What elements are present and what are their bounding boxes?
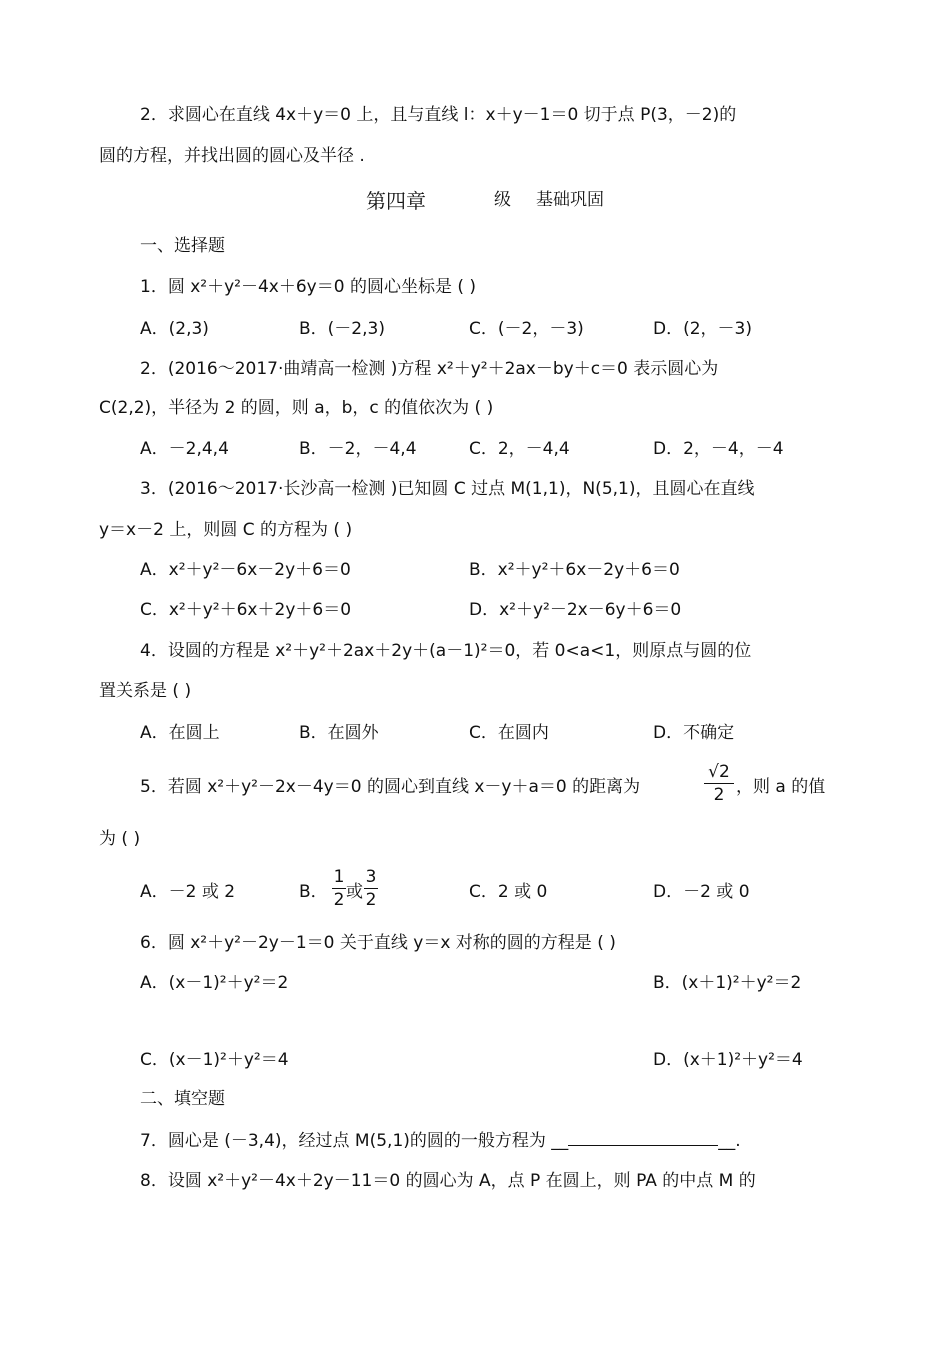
question-3-option-a: A．x²＋y²－6x－2y＋6＝0 bbox=[140, 560, 351, 580]
question-5-line2: 为 ( ) bbox=[99, 829, 141, 849]
fraction-bar bbox=[704, 783, 734, 784]
question-2-line1: 2．(2016～2017·曲靖高一检测 )方程 x²＋y²＋2ax－by＋c＝0 表示圆心为 bbox=[140, 359, 719, 379]
chapter-title: 第四章 bbox=[366, 189, 426, 213]
question-1-option-a: A．(2,3) bbox=[140, 319, 209, 339]
question-7-stem: 7．圆心是 (－3,4)，经过点 M(5,1)的圆的一般方程为 __ bbox=[140, 1131, 569, 1151]
section-fill-heading: 二、填空题 bbox=[140, 1089, 225, 1109]
question-5-option-a: A．－2 或 2 bbox=[140, 882, 236, 902]
question-1-stem: 1．圆 x²＋y²－4x＋6y＝0 的圆心坐标是 ( ) bbox=[140, 277, 477, 297]
question-2-option-c: C．2，－4,4 bbox=[469, 439, 570, 459]
question-5-option-c: C．2 或 0 bbox=[469, 882, 548, 902]
question-5-line1a: 5．若圆 x²＋y²－2x－4y＝0 的圆心到直线 x－y＋a＝0 的距离为 bbox=[140, 777, 641, 797]
question-8-stem: 8．设圆 x²＋y²－4x＋2y－11＝0 的圆心为 A，点 P 在圆上，则 PA 的中点 M 的 bbox=[140, 1171, 756, 1191]
fraction-denominator: 2 bbox=[365, 890, 377, 910]
prev-question-2-line2: 圆的方程，并找出圆的圆心及半径 . bbox=[99, 146, 365, 166]
chapter-level: 级 bbox=[494, 190, 511, 210]
fraction-bar bbox=[332, 888, 346, 889]
question-6-option-a: A．(x－1)²＋y²＝2 bbox=[140, 973, 289, 993]
question-2-option-b: B．－2，－4,4 bbox=[299, 439, 417, 459]
fraction-numerator: 3 bbox=[365, 867, 377, 887]
question-4-option-d: D．不确定 bbox=[653, 723, 735, 743]
question-4-option-a: A．在圆上 bbox=[140, 723, 220, 743]
section-choice-heading: 一、选择题 bbox=[140, 236, 225, 256]
question-3-option-b: B．x²＋y²＋6x－2y＋6＝0 bbox=[469, 560, 680, 580]
question-4-line1: 4．设圆的方程是 x²＋y²＋2ax＋2y＋(a－1)²＝0，若 0<a<1，则原点与圆的位 bbox=[140, 641, 752, 661]
question-7-end: __. bbox=[718, 1131, 741, 1151]
fraction-bar bbox=[364, 888, 378, 889]
question-6-stem: 6．圆 x²＋y²－2y－1＝0 关于直线 y＝x 对称的圆的方程是 ( ) bbox=[140, 933, 616, 953]
question-3-option-c: C．x²＋y²＋6x＋2y＋6＝0 bbox=[140, 600, 352, 620]
question-1-option-c: C．(－2，－3) bbox=[469, 319, 584, 339]
question-3-option-d: D．x²＋y²－2x－6y＋6＝0 bbox=[469, 600, 682, 620]
question-5-distance-fraction bbox=[704, 762, 734, 805]
question-2-line2: C(2,2)，半径为 2 的圆，则 a，b，c 的值依次为 ( ) bbox=[99, 398, 494, 418]
question-3-line1: 3．(2016～2017·长沙高一检测 )已知圆 C 过点 M(1,1)，N(5,1)，且圆心在直线 bbox=[140, 479, 755, 499]
question-7-line bbox=[140, 1129, 741, 1152]
question-4-line2: 置关系是 ( ) bbox=[99, 681, 192, 701]
question-4-option-c: C．在圆内 bbox=[469, 723, 549, 743]
answer-blank[interactable] bbox=[568, 1129, 718, 1146]
question-5-option-b-fraction-2 bbox=[364, 867, 378, 910]
question-5-option-d: D．－2 或 0 bbox=[653, 882, 750, 902]
chapter-name: 基础巩固 bbox=[536, 190, 604, 210]
question-2-option-a: A．－2,4,4 bbox=[140, 439, 229, 459]
question-5-option-b-fraction-1 bbox=[332, 867, 346, 910]
fraction-numerator: 1 bbox=[333, 867, 345, 887]
fraction-numerator: √2 bbox=[708, 762, 730, 782]
question-5-option-b-prefix: B． bbox=[299, 882, 328, 902]
fraction-denominator: 2 bbox=[333, 890, 345, 910]
question-1-option-d: D．(2，－3) bbox=[653, 319, 752, 339]
question-1-option-b: B．(－2,3) bbox=[299, 319, 385, 339]
question-5-line1b: ，则 a 的值 bbox=[736, 777, 826, 797]
question-4-option-b: B．在圆外 bbox=[299, 723, 379, 743]
question-6-option-c: C．(x－1)²＋y²＝4 bbox=[140, 1050, 289, 1070]
question-5-option-b-or: 或 bbox=[346, 882, 363, 902]
prev-question-2-line1: 2．求圆心在直线 4x＋y＝0 上，且与直线 l：x＋y－1＝0 切于点 P(3，－2)的 bbox=[140, 105, 737, 125]
question-6-option-d: D．(x＋1)²＋y²＝4 bbox=[653, 1050, 803, 1070]
fraction-denominator: 2 bbox=[713, 785, 725, 805]
question-2-option-d: D．2，－4，－4 bbox=[653, 439, 784, 459]
question-6-option-b: B．(x＋1)²＋y²＝2 bbox=[653, 973, 802, 993]
question-3-line2: y＝x－2 上，则圆 C 的方程为 ( ) bbox=[99, 520, 353, 540]
